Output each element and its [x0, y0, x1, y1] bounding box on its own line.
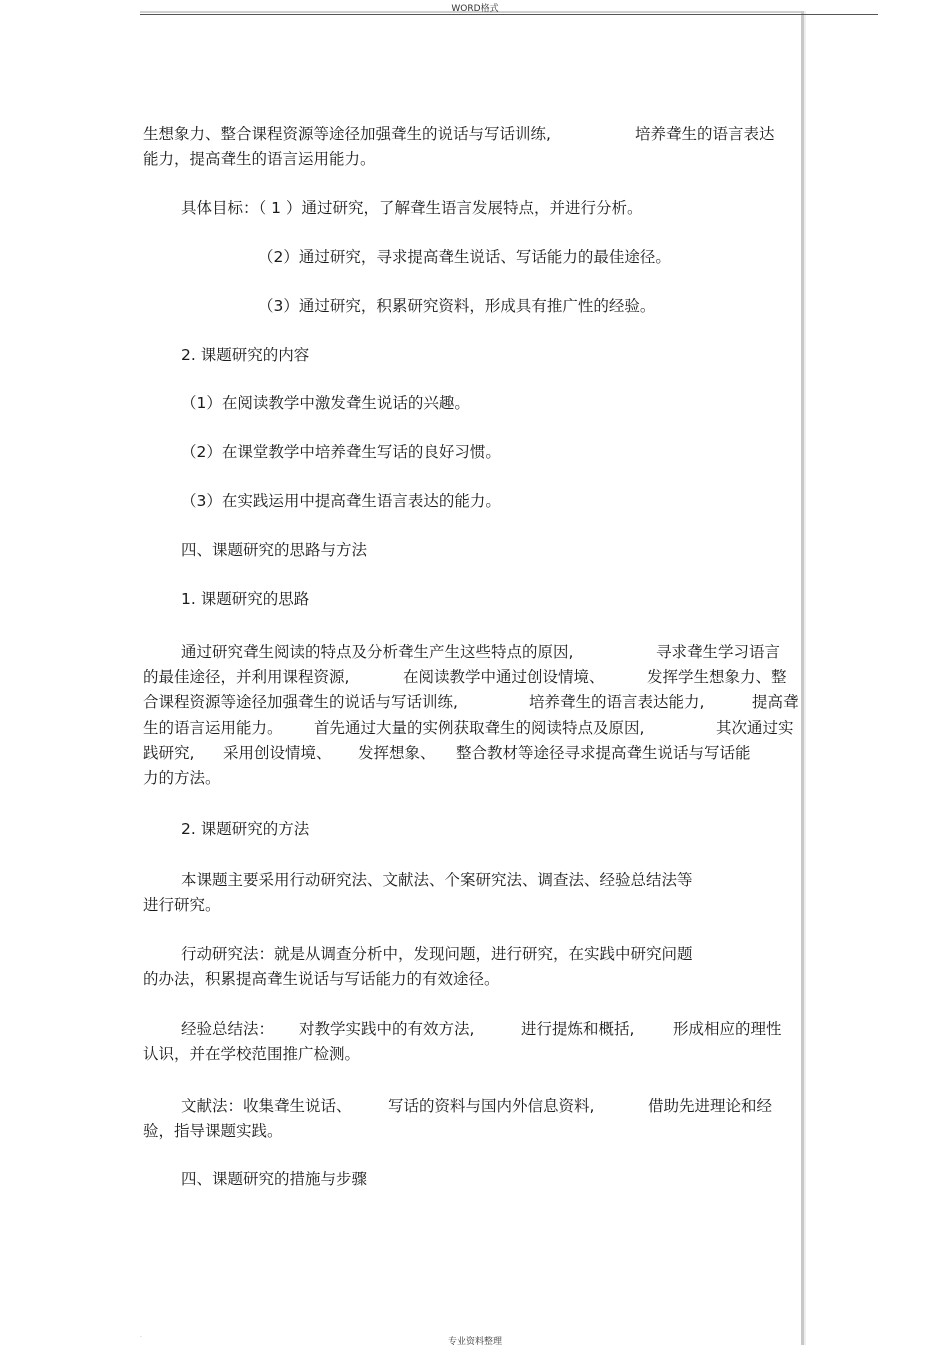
- text-line-24-seg-1: 写话的资料与国内外信息资料,: [388, 1097, 595, 1115]
- text-line-14-seg-2: 其次通过实: [716, 719, 794, 737]
- page-header-text: WORD格式: [451, 4, 499, 14]
- text-line-13-seg-0: 合课程资源等途径加强聋生的说话与写话训练,: [143, 693, 458, 711]
- text-line-9: 四、课题研究的思路与方法: [181, 541, 368, 559]
- text-line-24-seg-2: 借助先进理论和经: [648, 1097, 773, 1115]
- text-line-22-seg-0: 经验总结法：: [181, 1020, 275, 1038]
- text-line-16: 力的方法。: [143, 769, 221, 787]
- text-line-6: （1）在阅读教学中激发聋生说话的兴趣。: [181, 394, 470, 412]
- text-line-11-seg-0: 通过研究聋生阅读的特点及分析聋生产生这些特点的原因,: [181, 643, 574, 661]
- page-right-edge-shadow: [804, 11, 806, 1345]
- text-line-1: 能力，提高聋生的语言运用能力。: [143, 150, 376, 168]
- text-line-2: 具体目标：（ 1 ）通过研究，了解聋生语言发展特点，并进行分析。: [181, 199, 643, 217]
- text-line-26: 四、课题研究的措施与步骤: [181, 1170, 368, 1188]
- text-line-8: （3）在实践运用中提高聋生语言表达的能力。: [181, 492, 501, 510]
- text-line-18: 本课题主要采用行动研究法、文献法、个案研究法、调查法、经验总结法等: [181, 871, 693, 889]
- header-rule: [140, 14, 878, 15]
- text-line-0-seg-0: 生想象力、整合课程资源等途径加强聋生的说话与写话训练,: [143, 125, 551, 143]
- text-line-13-seg-2: 提高聋: [752, 693, 799, 711]
- text-line-22-seg-1: 对教学实践中的有效方法,: [299, 1020, 475, 1038]
- text-line-14-seg-0: 生的语言运用能力。: [143, 719, 283, 737]
- text-line-20: 行动研究法：就是从调查分析中，发现问题，进行研究，在实践中研究问题: [181, 945, 693, 963]
- page-footer-text: 专业资料整理: [447, 1337, 502, 1347]
- text-line-0-seg-1: 培养聋生的语言表达: [635, 125, 775, 143]
- text-line-10: 1. 课题研究的思路: [181, 590, 310, 608]
- text-line-15-seg-2: 发挥想象、: [358, 744, 436, 762]
- text-line-12-seg-1: 在阅读教学中通过创设情境、: [403, 668, 605, 686]
- text-line-15-seg-1: 采用创设情境、: [223, 744, 332, 762]
- text-line-12-seg-0: 的最佳途径，并利用课程资源,: [143, 668, 350, 686]
- text-line-3: （2）通过研究，寻求提高聋生说话、写话能力的最佳途径。: [258, 248, 671, 266]
- text-line-5: 2. 课题研究的内容: [181, 346, 310, 364]
- text-line-22-seg-3: 形成相应的理性: [673, 1020, 782, 1038]
- text-line-11-seg-1: 寻求聋生学习语言: [656, 643, 781, 661]
- text-line-23: 认识，并在学校范围推广检测。: [143, 1045, 361, 1063]
- text-line-24-seg-0: 文献法：收集聋生说话、: [181, 1097, 352, 1115]
- text-line-15-seg-0: 践研究,: [143, 744, 195, 762]
- footer-dot: ·: [140, 1334, 142, 1341]
- text-line-21: 的办法，积累提高聋生说话与写话能力的有效途径。: [143, 970, 500, 988]
- text-line-14-seg-1: 首先通过大量的实例获取聋生的阅读特点及原因,: [314, 719, 645, 737]
- text-line-15-seg-3: 整合教材等途径寻求提高聋生说话与写话能: [456, 744, 751, 762]
- text-line-7: （2）在课堂教学中培养聋生写话的良好习惯。: [181, 443, 501, 461]
- text-line-12-seg-2: 发挥学生想象力、整: [647, 668, 787, 686]
- text-line-25: 验，指导课题实践。: [143, 1122, 283, 1140]
- text-line-19: 进行研究。: [143, 896, 221, 914]
- text-line-17: 2. 课题研究的方法: [181, 820, 310, 838]
- text-line-13-seg-1: 培养聋生的语言表达能力,: [529, 693, 705, 711]
- text-line-22-seg-2: 进行提炼和概括,: [521, 1020, 635, 1038]
- text-line-4: （3）通过研究，积累研究资料，形成具有推广性的经验。: [258, 297, 656, 315]
